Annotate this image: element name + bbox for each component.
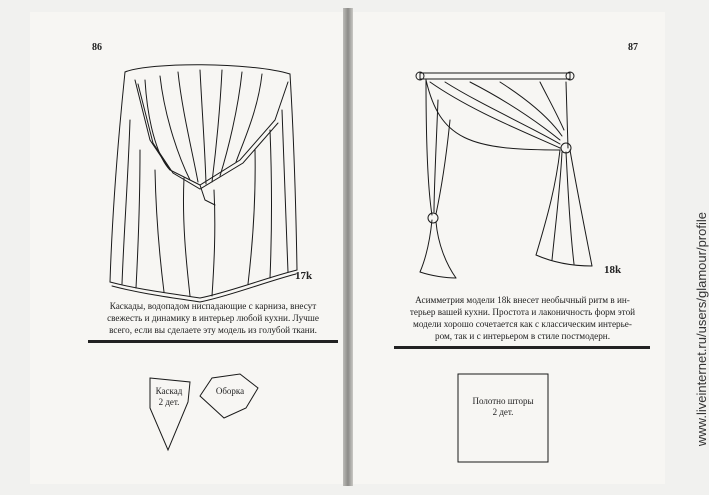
caption-line: модели хорошо сочетается как с классическим интерье- [413,319,632,329]
caption-line: ром, так и с интерьером в стиле постмодерн. [434,331,611,341]
caption-line: Каскады, водопадом ниспадающие с карниза, внесут [109,301,317,311]
cascade-pattern-label: Каскад 2 дет. [155,386,183,407]
left-section-rule [88,340,338,343]
caption-line: свежесть и динамику в интерьер любой кухни. Лучше [107,313,319,323]
right-section-rule [394,346,650,349]
watermark-url: www.liveinternet.ru/users/glamour/profile [694,212,709,447]
left-caption [88,300,338,336]
cascade-curtain-illustration [110,65,297,302]
curtain-panel-pattern-label: Полотно шторы 2 дет. [472,396,534,417]
right-caption [395,294,650,342]
right-figure-label: 18k [604,264,622,276]
right-page-number: 87 [628,42,638,53]
caption-line: всего, если вы сделаете эту модель из голубой ткани. [109,325,317,335]
ruffle-pattern-label: Оборка [215,386,245,396]
caption-line: Асимметрия модели 18k внесет необычный ритм в ин- [415,295,630,305]
right-pattern-piece [458,374,548,462]
left-page-number: 86 [92,42,102,53]
caption-line: терьер вашей кухни. Простота и лаконичность форм этой [409,307,636,317]
left-figure-label: 17k [295,270,313,282]
asymmetric-curtain-illustration [416,72,592,278]
